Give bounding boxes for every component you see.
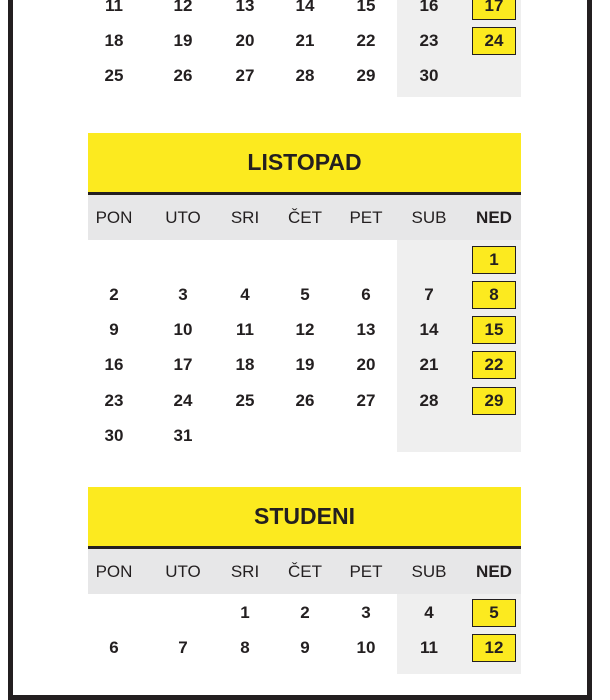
weekday-4: ČET <box>288 207 322 227</box>
date-cell: 15 <box>356 0 376 15</box>
sunday-date: 17 <box>472 0 516 20</box>
date-cell: 11 <box>236 320 254 339</box>
weekday-header <box>88 549 521 594</box>
date-cell: 18 <box>235 355 255 374</box>
date-cell: 23 <box>419 31 439 50</box>
date-cell: 16 <box>419 0 439 15</box>
date-cell: 28 <box>295 66 315 85</box>
sunday-date: 22 <box>472 351 516 379</box>
date-cell: 10 <box>356 638 376 657</box>
date-cell: 23 <box>104 391 124 410</box>
month-title: LISTOPAD <box>88 133 521 195</box>
date-cell: 11 <box>420 638 438 657</box>
date-cell: 25 <box>104 66 124 85</box>
sunday-date: 12 <box>472 634 516 662</box>
weekday-1: PON <box>95 561 133 581</box>
date-cell: 18 <box>104 31 124 50</box>
date-cell: 4 <box>424 603 434 622</box>
date-cell: 24 <box>173 391 193 410</box>
sunday-date: 1 <box>472 246 516 274</box>
date-cell: 20 <box>356 355 376 374</box>
date-cell: 6 <box>109 638 119 657</box>
sunday-date: 15 <box>472 316 516 344</box>
weekday-7: NED <box>476 207 512 227</box>
sunday-date: 24 <box>472 27 516 55</box>
date-cell: 25 <box>235 391 255 410</box>
date-cell: 22 <box>356 31 376 50</box>
date-cell: 27 <box>356 391 376 410</box>
date-cell: 16 <box>104 355 124 374</box>
weekday-2: UTO <box>165 561 201 581</box>
date-cell: 13 <box>356 320 376 339</box>
weekday-2: UTO <box>165 207 201 227</box>
weekday-5: PET <box>349 561 383 581</box>
date-cell: 7 <box>178 638 188 657</box>
date-cell: 3 <box>361 603 371 622</box>
date-cell: 9 <box>300 638 310 657</box>
date-cell: 30 <box>419 66 439 85</box>
date-cell: 31 <box>173 426 193 445</box>
date-cell: 13 <box>235 0 255 15</box>
date-cell: 5 <box>300 285 310 304</box>
sunday-date: 29 <box>472 387 516 415</box>
date-cell: 8 <box>240 638 250 657</box>
weekday-6: SUB <box>411 207 447 227</box>
date-cell: 17 <box>173 355 193 374</box>
date-cell: 6 <box>361 285 371 304</box>
date-cell: 12 <box>295 320 315 339</box>
date-cell: 21 <box>295 31 315 50</box>
date-cell: 29 <box>356 66 376 85</box>
sunday-date: 5 <box>472 599 516 627</box>
weekday-1: PON <box>95 207 133 227</box>
date-cell: 21 <box>419 355 439 374</box>
date-cell: 27 <box>235 66 255 85</box>
date-cell: 4 <box>240 285 250 304</box>
date-cell: 26 <box>295 391 315 410</box>
weekday-7: NED <box>476 561 512 581</box>
month-title: STUDENI <box>88 487 521 549</box>
date-cell: 1 <box>240 603 250 622</box>
date-cell: 28 <box>419 391 439 410</box>
calendar-studeni <box>88 487 521 670</box>
date-cell: 26 <box>173 66 193 85</box>
weekday-header <box>88 195 521 240</box>
date-cell: 2 <box>109 285 119 304</box>
date-cell: 2 <box>300 603 310 622</box>
weekday-5: PET <box>349 207 383 227</box>
date-cell: 30 <box>104 426 124 445</box>
calendar-listopad <box>88 133 521 453</box>
date-cell: 14 <box>295 0 315 15</box>
weekday-3: SRI <box>230 207 260 227</box>
date-cell: 3 <box>178 285 188 304</box>
date-cell: 19 <box>173 31 193 50</box>
date-cell: 14 <box>419 320 439 339</box>
weekday-6: SUB <box>411 561 447 581</box>
weekday-4: ČET <box>288 561 322 581</box>
date-cell: 19 <box>295 355 315 374</box>
date-cell: 12 <box>173 0 193 15</box>
sunday-date: 8 <box>472 281 516 309</box>
date-cell: 10 <box>173 320 193 339</box>
date-cell: 20 <box>235 31 255 50</box>
date-cell: 9 <box>109 320 119 339</box>
date-cell: 11 <box>105 0 123 15</box>
date-cell: 7 <box>424 285 434 304</box>
weekday-3: SRI <box>230 561 260 581</box>
calendar-top-partial <box>88 0 521 97</box>
